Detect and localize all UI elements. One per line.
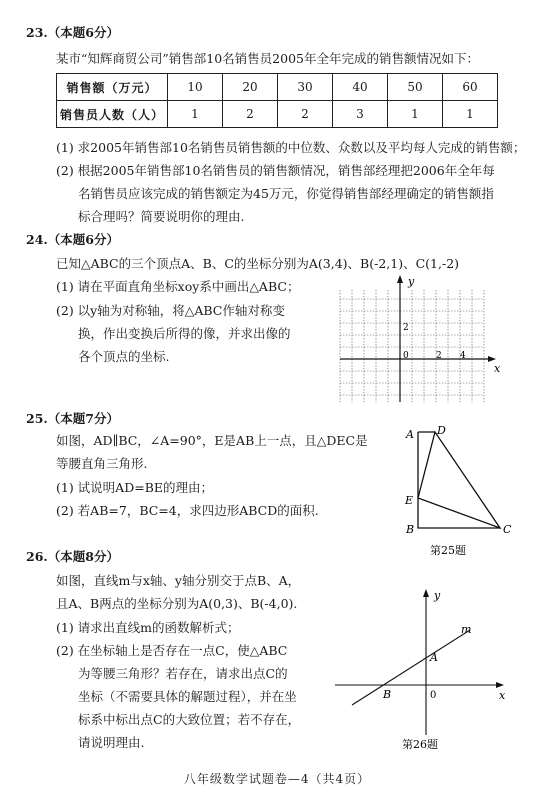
q23-header: 23.（本题6分） xyxy=(26,25,119,40)
x-axis-label: x xyxy=(494,362,501,375)
q23-part2-line3: 标合理吗？简要说明你的理由. xyxy=(78,209,245,224)
table-cell: 10 xyxy=(168,74,223,101)
y-axis-label: y xyxy=(408,275,415,288)
q26-part1: (1) 请求出直线m的函数解析式； xyxy=(56,620,240,635)
y-axis-label: y xyxy=(434,589,441,602)
x-tick-4: 4 xyxy=(460,351,466,361)
table-cell: 2 xyxy=(223,101,278,128)
line-m xyxy=(352,630,470,705)
coordinate-grid-figure xyxy=(330,274,510,414)
table-row xyxy=(57,74,498,101)
y-axis-arrow-icon xyxy=(423,589,429,597)
line-m-label: m xyxy=(461,623,472,636)
label-b: B xyxy=(383,688,392,701)
q26-part2-line2: 为等腰三角形？若存在，请求出点C的 xyxy=(78,666,288,681)
table-header-people: 销售员人数（人） xyxy=(57,101,168,128)
q25-line2: 等腰直角三角形. xyxy=(56,456,148,471)
label-b: B xyxy=(406,523,415,536)
table-cell: 3 xyxy=(333,101,388,128)
q23-part2-line2: 名销售员应该完成的销售额定为45万元，你觉得销售部经理确定的销售额指 xyxy=(78,186,494,201)
triangle-dec xyxy=(418,432,500,528)
q23-part1: (1) 求2005年销售部10名销售员销售额的中位数、众数以及平均每人完成的销售额； xyxy=(56,140,526,155)
origin-label: 0 xyxy=(430,690,437,701)
figure-caption-25: 第25题 xyxy=(430,544,466,557)
q26-part2-line3: 坐标（不需要具体的解题过程），并在坐 xyxy=(78,689,297,704)
q26-part2-line5: 请说明理由. xyxy=(78,735,145,750)
table-cell: 60 xyxy=(443,74,498,101)
label-c: C xyxy=(503,523,512,536)
x-tick-2: 2 xyxy=(436,351,442,361)
q24-intro: 已知△ABC的三个顶点A、B、C的坐标分别为A(3,4)、B(-2,1)、C(1,-2) xyxy=(56,256,460,271)
q23-intro: 某市“知辉商贸公司”销售部10名销售员2005年全年完成的销售额情况如下： xyxy=(56,51,479,66)
q24-part2-line3: 各个顶点的坐标. xyxy=(78,349,170,364)
label-d: D xyxy=(437,424,446,437)
q23-part2-line1: (2) 根据2005年销售部10名销售员的销售额情况，销售部经理把2006年全年每 xyxy=(56,163,495,178)
table-row xyxy=(57,101,498,128)
label-a: A xyxy=(430,651,438,664)
q25-line1: 如图，AD∥BC，∠A=90°，E是AB上一点，且△DEC是 xyxy=(56,433,368,448)
page-footer: 八年级数学试题卷—4（共4页） xyxy=(183,772,371,786)
trapezoid-figure xyxy=(400,420,520,560)
q26-line1: 如图，直线m与x轴、y轴分别交于点B、A， xyxy=(56,573,301,588)
table-cell: 1 xyxy=(443,101,498,128)
sales-table xyxy=(56,73,498,128)
label-a: A xyxy=(406,428,414,441)
q24-part2-line1: (2) 以y轴为对称轴，将△ABC作轴对称变 xyxy=(56,303,285,318)
table-cell: 30 xyxy=(278,74,333,101)
q25-part2: (2) 若AB=7，BC=4，求四边形ABCD的面积. xyxy=(56,503,319,518)
q25-part1: (1) 试说明AD=BE的理由； xyxy=(56,480,214,495)
table-cell: 50 xyxy=(388,74,443,101)
origin-label: 0 xyxy=(403,351,409,361)
q24-part2-line2: 换，作出变换后所得的像，并求出像的 xyxy=(78,326,291,341)
q26-part2-line4: 标系中标出点C的大致位置；若不存在， xyxy=(78,712,301,727)
q24-part1: (1) 请在平面直角坐标xoy系中画出△ABC； xyxy=(56,279,300,294)
table-cell: 2 xyxy=(278,101,333,128)
table-cell: 1 xyxy=(388,101,443,128)
table-header-sales: 销售额（万元） xyxy=(57,74,168,101)
y-tick-2: 2 xyxy=(403,323,409,333)
x-axis-label: x xyxy=(499,689,506,702)
table-cell: 20 xyxy=(223,74,278,101)
x-axis-arrow-icon xyxy=(496,682,504,688)
q26-header: 26.（本题8分） xyxy=(26,549,119,564)
figure-caption-26: 第26题 xyxy=(402,738,438,751)
q25-header: 25.（本题7分） xyxy=(26,411,119,426)
table-cell: 40 xyxy=(333,74,388,101)
y-axis-arrow-icon xyxy=(397,275,403,283)
q24-header: 24.（本题6分） xyxy=(26,232,119,247)
q26-line2: 且A、B两点的坐标分别为A(0,3)、B(-4,0). xyxy=(56,596,298,611)
label-e: E xyxy=(405,494,414,507)
linear-function-figure xyxy=(330,585,520,755)
table-cell: 1 xyxy=(168,101,223,128)
q26-part2-line1: (2) 在坐标轴上是否存在一点C，使△ABC xyxy=(56,643,288,658)
